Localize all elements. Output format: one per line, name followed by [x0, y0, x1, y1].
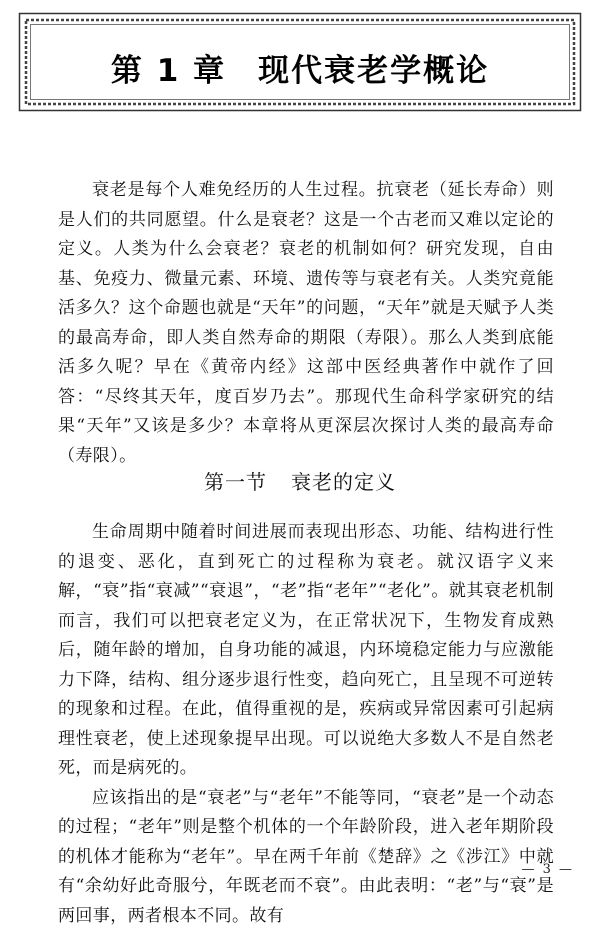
section-paragraph: 生命周期中随着时间进展而表现出形态、功能、结构进行性的退变、恶化，直到死亡的过程称为衰老。就汉语字义来解，“衰”指“衰减”“衰退”，“老”指“老年”“老化”。就其衰老机制而言，我们可以把衰老定义为，在正常状况下，生物发育成熟后，随年龄的增加，自身功能的减退，内环境稳定能力与应激能力下降，结构、组分逐步退行性变，趋向死亡，且呈现不可逆转的现象和过程。在此，值得重视的是，疾病或异常因素可引起病理性衰老，使上述现象提早出现。可以说绝大多数人不是自然老死，而是病死的。 — [58, 518, 554, 784]
chapter-title — [18, 45, 582, 90]
section-heading — [0, 466, 600, 495]
section-title: 衰老的定义 — [291, 470, 396, 494]
section-paragraph: 应该指出的是“衰老”与“老年”不能等同，“衰老”是一个动态的过程；“老年”则是整个机体的一个年龄阶段，进入老年期阶段的机体才能称为“老年”。早在两千年前《楚辞》之《涉江》中就有“余幼好此奇服兮，年既老而不衰”。由此表明：“老”与“衰”是两回事，两者根本不同。故有 — [58, 784, 554, 931]
chapter-number: 第 1 章 — [111, 53, 226, 89]
section-number: 第一节 — [204, 470, 267, 494]
intro-paragraph: 衰老是每个人难免经历的人生过程。抗衰老（延长寿命）则是人们的共同愿望。什么是衰老？这是一个古老而又难以定论的定义。人类为什么会衰老？衰老的机制如何？研究发现，自由基、免疫力、微量元素、环境、遗传等与衰老有关。人类究竟能活多久？这个命题也就是“天年”的问题，“天年”就是天赋予人类的最高寿命，即人类自然寿命的期限（寿限）。那么人类到底能活多久呢？早在《黄帝内经》这部中医经典著作中就作了回答：“尽终其天年，度百岁乃去”。那现代生命科学家研究的结果“天年”又该是多少？本章将从更深层次探讨人类的最高寿命（寿限）。 — [58, 176, 554, 471]
chapter-name: 现代衰老学概论 — [258, 53, 489, 89]
chapter-heading-frame — [18, 12, 582, 112]
intro-block — [58, 176, 554, 471]
section-body — [58, 518, 554, 931]
page-number: — 3 — — [521, 862, 574, 877]
